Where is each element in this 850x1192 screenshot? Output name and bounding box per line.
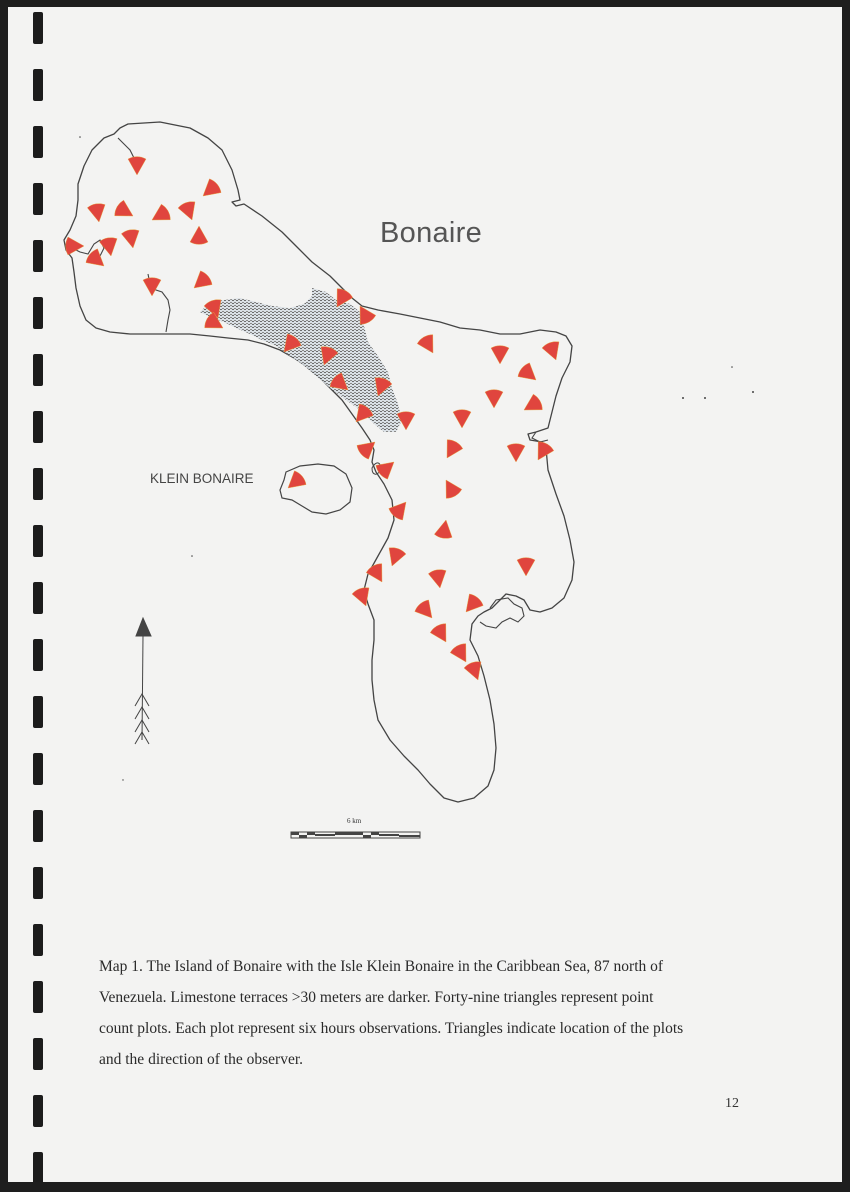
plot-wedge: [516, 361, 542, 387]
plot-wedge: [449, 642, 474, 667]
caption-line: count plots. Each plot represent six hours observations. Triangles indicate location of the plots: [99, 1020, 684, 1037]
binding-hole: [33, 1095, 43, 1127]
plot-wedge: [438, 476, 463, 501]
plot-wedge: [507, 444, 525, 462]
klein-bonaire-outline: [280, 464, 352, 514]
plot-wedge: [387, 496, 413, 522]
caption-line: Map 1. The Island of Bonaire with the Isle Klein Bonaire in the Caribbean Sea, 87 north of: [99, 958, 664, 975]
island-map: [8, 7, 842, 907]
plot-wedge: [113, 199, 138, 224]
north-inlet-outline: [118, 138, 134, 158]
caption-line: and the direction of the observer.: [99, 1051, 304, 1068]
caption-line: Venezuela. Limestone terraces >30 meters are darker. Forty-nine triangles represent point: [99, 989, 654, 1006]
plot-wedge: [121, 228, 142, 249]
bonaire-outline: [64, 122, 574, 802]
plot-wedge: [416, 333, 441, 358]
binding-hole: [33, 981, 43, 1013]
plot-wedge: [530, 440, 555, 465]
page-number: 12: [725, 1096, 739, 1111]
plot-wedge: [128, 157, 146, 175]
plot-wedge: [351, 586, 374, 609]
plot-wedge: [143, 278, 161, 296]
klein-bonaire-label: KLEIN BONAIRE: [150, 471, 254, 486]
plot-wedge: [491, 346, 509, 364]
plot-wedge: [148, 203, 173, 228]
plot-wedge: [197, 177, 223, 203]
plot-wedge: [99, 236, 120, 257]
scale-bar: [291, 832, 420, 838]
plot-wedge: [188, 269, 214, 295]
plot-wedge: [177, 200, 200, 223]
limestone-terrace: [200, 288, 402, 432]
binding-hole: [33, 1152, 43, 1182]
plot-wedge: [413, 598, 439, 624]
binding-hole: [33, 1038, 43, 1070]
plot-wedge: [517, 558, 535, 576]
plot-wedge: [355, 435, 381, 461]
plot-wedge: [428, 568, 449, 589]
map-title: Bonaire: [380, 217, 483, 249]
binding-hole: [33, 924, 43, 956]
plot-wedge: [434, 518, 455, 539]
plot-wedge: [520, 393, 545, 418]
plot-wedge: [87, 202, 108, 223]
plot-wedge: [453, 410, 471, 428]
plot-wedge: [485, 390, 503, 408]
south-inlet-outline: [480, 598, 524, 628]
plot-wedge: [439, 438, 464, 463]
plot-wedge: [190, 226, 208, 244]
document-page: [8, 7, 842, 1182]
plot-wedges: [66, 157, 565, 683]
scale-label: 6 km: [347, 817, 362, 825]
plot-wedge: [365, 562, 390, 587]
north-arrow-icon: [135, 618, 151, 744]
plot-wedge: [429, 622, 454, 647]
plot-wedge: [84, 247, 110, 273]
plot-wedge: [384, 546, 407, 569]
plot-wedge: [374, 455, 400, 481]
plot-wedge: [541, 340, 564, 363]
map-caption: [99, 951, 759, 1075]
